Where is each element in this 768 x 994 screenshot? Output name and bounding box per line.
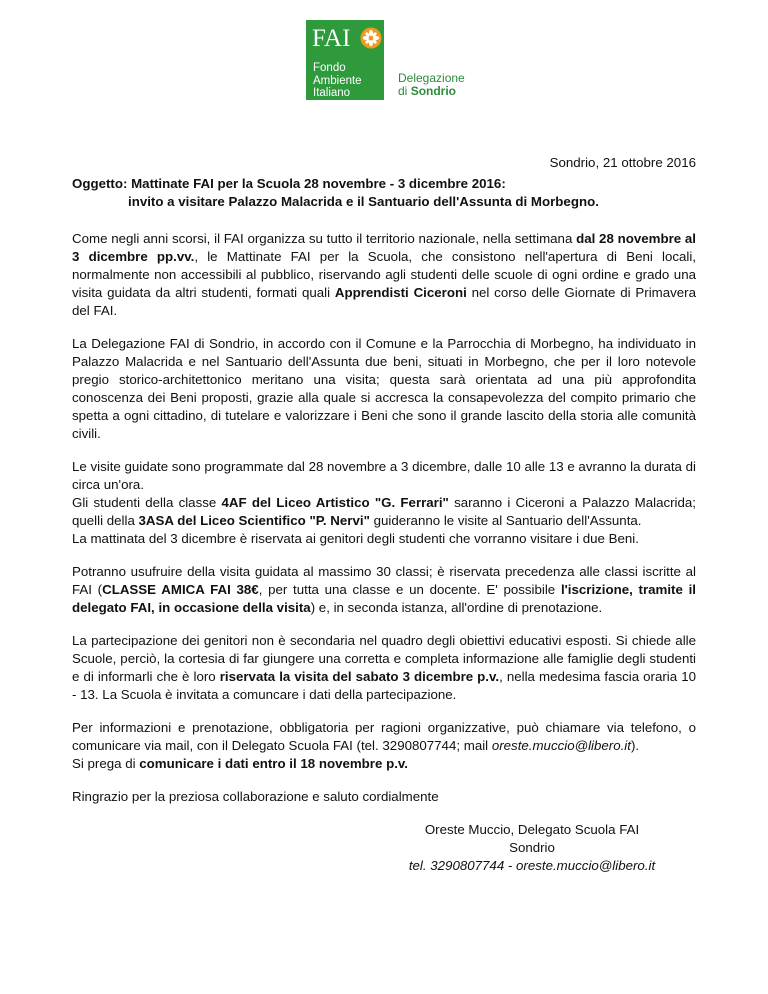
- p1-bold-ciceroni: Apprendisti Ciceroni: [334, 285, 467, 300]
- p4-text-a: Potranno usufruire della visita guidata al massimo 30 classi; è riservata precedenza alle classi iscritte al FAI (: [72, 564, 696, 597]
- p6-text-c: ).: [630, 738, 640, 753]
- p1-text-e: nel corso delle Giornate di Primavera del FAI.: [72, 285, 696, 318]
- p6-text-a: Per informazioni e prenotazione, obbligatoria per ragioni organizzative, può chiamare via telefono, o comunicare via mail, con il Delegato Scuola FAI (tel. 3290807744; mail: [72, 720, 696, 753]
- logo-green-block: [306, 20, 384, 100]
- p6-text-d: Si prega di: [72, 756, 140, 771]
- p4-bold-iscrizione: l'iscrizione, tramite il delegato FAI, in occasione della visita: [72, 582, 696, 615]
- paragraph-1: [72, 230, 696, 320]
- letter-subject: [72, 175, 696, 211]
- p5-bold-sabato: riservata la visita del sabato 3 dicembre p.v.: [219, 669, 500, 684]
- signature-block: [72, 821, 696, 875]
- fai-logo: [306, 20, 476, 100]
- subject-line-1: Mattinate FAI per la Scuola 28 novembre - 3 dicembre 2016:: [131, 176, 506, 191]
- signature-name: Oreste Muccio, Delegato Scuola FAI Sondrio: [424, 822, 640, 855]
- p5-text-c: , nella medesima fascia oraria 10 - 13. La Scuola è invitata a comuncare i dati della partecipazione.: [72, 669, 696, 702]
- logo-brand-text: FAI: [312, 25, 351, 52]
- logo-line-ambiente: Ambiente: [313, 74, 362, 87]
- paragraph-6: [72, 719, 696, 773]
- p6-bold-deadline: comunicare i dati entro il 18 novembre p.v.: [139, 756, 408, 771]
- fai-flower-icon: [360, 27, 382, 49]
- logo-line-italiano: Italiano: [313, 87, 351, 99]
- signature-contact: [402, 857, 662, 875]
- paragraph-4: [72, 563, 696, 617]
- p3-text-c: saranno i Ciceroni a Palazzo Malacrida; quelli della: [72, 495, 696, 528]
- logo-delegation-line: Delegazione: [398, 71, 465, 85]
- letter-date: Sondrio, 21 ottobre 2016: [549, 155, 696, 170]
- logo-subtitle: [313, 62, 362, 100]
- p3-bold-class-nervi: 3ASA del Liceo Scientifico "P. Nervi": [138, 513, 370, 528]
- p3-line-1: Le visite guidate sono programmate dal 28 novembre a 3 dicembre, dalle 10 alle 13 e avranno la durata di circa un'ora.: [72, 459, 696, 492]
- letter-body: [72, 154, 696, 875]
- p5-text-a: La partecipazione dei genitori non è secondaria nel quadro degli obiettivi educativi esposti. Si chiede alle Scuole, perciò, la cortesia di far giungere una corretta e completa informazione alle famiglie degli studenti e di informarli che è loro: [72, 633, 696, 684]
- p4-text-e: ) e, in seconda istanza, all'ordine di prenotazione.: [310, 600, 603, 615]
- logo-delegation-city-line: [398, 85, 465, 98]
- p1-text-c: , le Mattinate FAI per la Scuola, che consistono nell'apertura di Beni locali, normalmente non accessibili al pubblico, riservando agli studenti delle scuole di ogni ordine e grado una visita guidata da altri studenti, formati quali: [72, 249, 696, 300]
- logo-line-fondo: Fondo: [313, 62, 346, 74]
- p3-bold-class-ferrari: 4AF del Liceo Artistico "G. Ferrari": [221, 495, 449, 510]
- p1-text-a: Come negli anni scorsi, il FAI organizza su tutto il territorio nazionale, nella settimana: [72, 231, 577, 246]
- subject-line-2: invito a visitare Palazzo Malacrida e il Santuario dell'Assunta di Morbegno.: [128, 194, 599, 209]
- p4-text-c: , per tutta una classe e un docente. E' possibile: [258, 582, 561, 597]
- closing-line: Ringrazio per la preziosa collaborazione e saluto cordialmente: [72, 789, 439, 804]
- paragraph-3: [72, 458, 696, 548]
- p3-text-e: guideranno le visite al Santuario dell'Assunta.: [369, 513, 642, 528]
- signature-contact-text: tel. 3290807744 - oreste.muccio@libero.it: [408, 858, 656, 873]
- p3-line-3: La mattinata del 3 dicembre è riservata ai genitori degli studenti che vorranno visitare i due Beni.: [72, 531, 639, 546]
- subject-label: Oggetto:: [72, 176, 132, 191]
- paragraph-2: La Delegazione FAI di Sondrio, in accordo con il Comune e la Parrocchia di Morbegno, ha individuato in Palazzo Malacrida e nel Santuario dell'Assunta due beni, situati in Morbegno, che per il loro notevole pregio storico-architettonico meritano una visita; questa sarà orientata ad una più approfondita conoscenza dei Beni proposti, grazie alla quale si accresca la consapevolezza del compito primario che spetta a ogni cittadino, di tutelare e valorizzare i Beni che sono il grande lascito della storia alle comunità civili.: [72, 336, 696, 441]
- p1-bold-dates: dal 28 novembre al 3 dicembre pp.vv.: [72, 231, 696, 264]
- logo-delegation: [398, 72, 465, 98]
- logo-delegation-city: Sondrio: [410, 84, 457, 98]
- p6-email: oreste.muccio@libero.it: [491, 738, 631, 753]
- p4-bold-classe-amica: CLASSE AMICA FAI 38€: [102, 582, 259, 597]
- p3-text-a: Gli studenti della classe: [72, 495, 222, 510]
- logo-delegation-prefix: di: [398, 84, 411, 98]
- paragraph-5: [72, 632, 696, 704]
